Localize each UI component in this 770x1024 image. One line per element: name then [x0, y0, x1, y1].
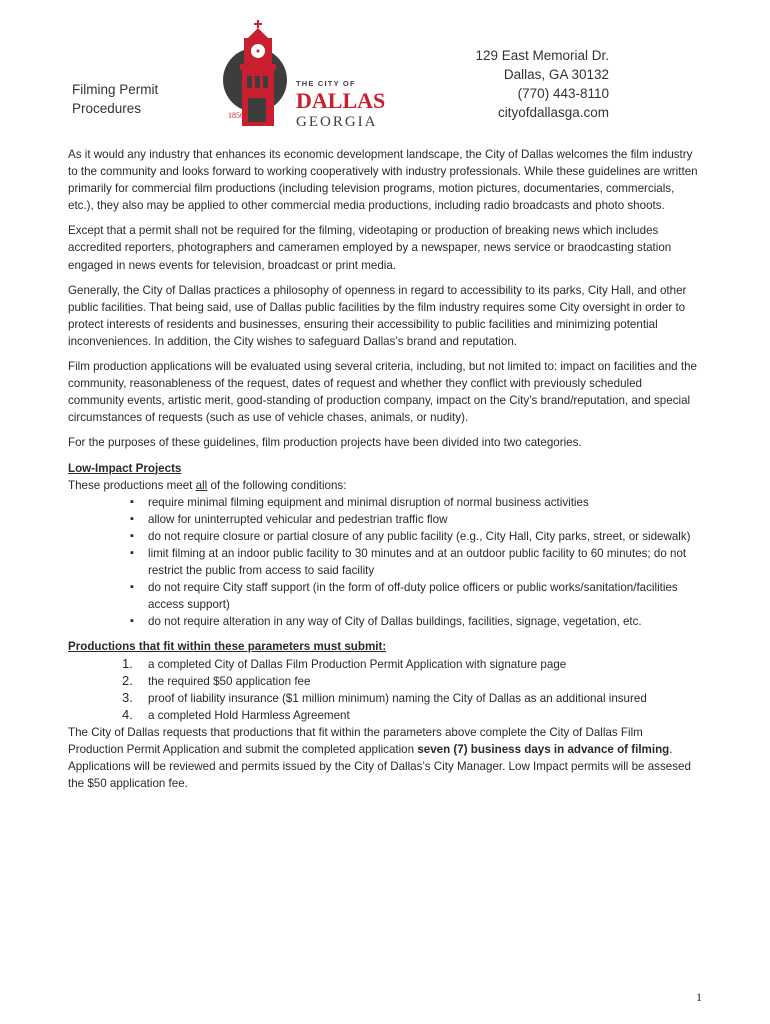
list-item: ▪ require minimal filming equipment and minimal disruption of normal business activities — [130, 494, 700, 511]
address-street: 129 East Memorial Dr. — [475, 48, 609, 63]
address-phone: (770) 443-8110 — [517, 86, 609, 101]
list-item: ▪ do not require alteration in any way of City of Dallas buildings, facilities, signage, vegetation, etc. — [130, 613, 700, 630]
paragraph-closing: The City of Dallas requests that productions that fit within the parameters above complete the City of Dallas Film Production Permit Application and submit the completed application seven (7) business days in advance of filming. Applications will be reviewed and permits issued by the City of Dallas’s City Manager. Low Impact permits will be assesed the $50 application fee. — [68, 725, 691, 791]
document-body — [68, 146, 700, 800]
submit-requirements — [68, 656, 700, 724]
low-impact-heading: Low-Impact Projects — [68, 461, 182, 475]
paragraph-openness: Generally, the City of Dallas practices a philosophy of openness in regard to accessibility to its parks, City Hall, and other public facilities. That being said, use of Dallas public facilities by the film industry requires some City oversight in order to protect interests of residents and businesses, ensuring their accessibility to public facilities and minimizing potential inconveniences. In addition, the City wishes to safeguard Dallas’s brand and reputation. — [68, 283, 687, 348]
paragraph-categories: For the purposes of these guidelines, film production projects have been divided into two categories. — [68, 436, 582, 450]
low-impact-conditions — [68, 494, 700, 631]
page-number: 1 — [696, 990, 702, 1004]
logo-line3: GEORGIA — [296, 114, 378, 130]
list-item: ▪ do not require City staff support (in the form of off-duty police officers or public works/sanitation/facilities access support) — [130, 579, 700, 613]
list-item: 4. a completed Hold Harmless Agreement — [122, 706, 350, 722]
list-item: ▪ limit filming at an indoor public facility to 30 minutes and at an outdoor public facility to 60 minutes; do not restrict the public from access to said facility — [130, 545, 700, 579]
document-title — [72, 80, 158, 118]
low-impact-lead: These productions meet all of the following conditions: — [68, 478, 347, 492]
contact-address — [440, 46, 609, 122]
logo-year: 1856 — [228, 111, 244, 120]
list-item: ▪ allow for uninterrupted vehicular and pedestrian traffic flow — [130, 511, 700, 528]
paragraph-news-exemption: Except that a permit shall not be required for the filming, videotaping or production of breaking news which includes accredited reporters, photographers and cameramen employed by a newspaper, news service or braodcasting station engaged in news events for television, broadcast or print media. — [68, 224, 672, 272]
submit-heading: Productions that fit within these parameters must submit: — [68, 640, 387, 654]
list-item: ▪ do not require closure or partial closure of any public facility (e.g., City Hall, City parks, street, or sidewalk) — [130, 528, 700, 545]
address-city: Dallas, GA 30132 — [503, 67, 609, 82]
list-item: 3. proof of liability insurance ($1 million minimum) naming the City of Dallas as an additional insured — [122, 689, 647, 705]
address-website: cityofdallasga.com — [497, 105, 609, 120]
list-item: 1. a completed City of Dallas Film Production Permit Application with signature page — [122, 655, 567, 671]
paragraph-criteria: Film production applications will be evaluated using several criteria, including, but not limited to: impact on facilities and the community, reasonableness of the request, dates of request and whether they conflict with previously scheduled community events, artistic merit, good-standing of production company, impact on the City’s brand/reputation, and special circumstances of requests (such as use of vehicle chases, animals, or nudity). — [68, 360, 697, 425]
logo-line2: DALLAS — [296, 88, 386, 113]
city-of-dallas-logo — [222, 18, 387, 130]
document-title-line1: Filming Permit — [72, 82, 159, 97]
document-title-line2: Procedures — [72, 101, 142, 116]
paragraph-intro: As it would any industry that enhances its economic development landscape, the City of Dallas welcomes the film industry to the community and looks forward to working cooperatively with industry professionals. While these guidelines are written primarily for commercial film productions (including television programs, motion pictures, documentaries, commercials, etc.), they also may be applied to other commercial media productions, including radio broadcasts and photo shoots. — [68, 148, 698, 213]
logo-line1: THE CITY OF — [296, 79, 356, 88]
list-item: 2. the required $50 application fee — [122, 672, 311, 688]
